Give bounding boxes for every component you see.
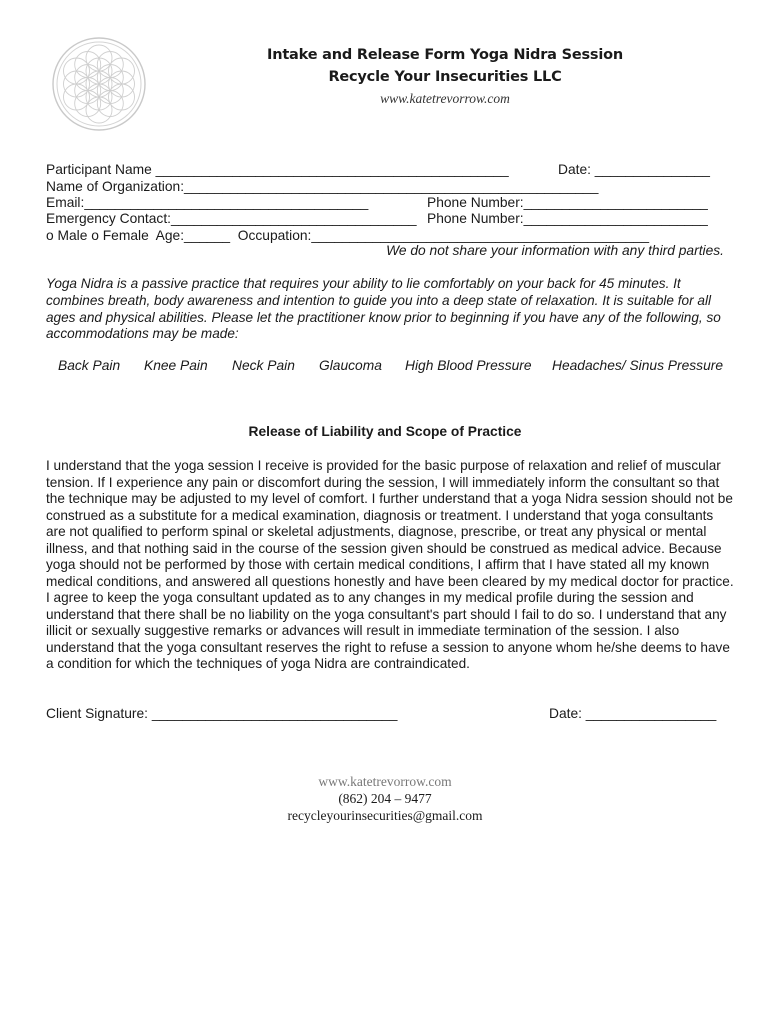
organization-field[interactable]: Name of Organization:______________________________________________________ [46, 179, 599, 194]
intro-paragraph: Yoga Nidra is a passive practice that requires your ability to lie comfortably on your back for 45 minutes. It combines breath, body awareness and intention to guide you into a deep state of relaxation. It is suitable for all ages and physical abilities. Please let the practitioner know prior to beginning if you have any of the following, so accommodations may be made: [46, 276, 721, 342]
footer-website: www.katetrevorrow.com [318, 774, 452, 789]
signature-date-field[interactable]: Date: _________________ [549, 706, 717, 721]
flower-of-life-logo [51, 36, 147, 132]
phone-number-field[interactable]: Phone Number:________________________ [427, 195, 708, 210]
form-title: Intake and Release Form Yoga Nidra Session [267, 47, 623, 63]
participant-name-field[interactable]: Participant Name ______________________________________________ [46, 162, 509, 177]
client-signature-field[interactable]: Client Signature: ________________________________ [46, 706, 398, 721]
gender-age-occupation-field[interactable]: o Male o Female Age:______ Occupation:____________________________________________ [46, 228, 649, 243]
footer-phone: (862) 204 – 9477 [338, 791, 432, 806]
emergency-contact-field[interactable]: Emergency Contact:________________________________ [46, 211, 417, 226]
header-website: www.katetrevorrow.com [380, 91, 510, 106]
condition-item: Neck Pain [232, 358, 295, 373]
privacy-note: We do not share your information with any third parties. [386, 243, 724, 258]
emergency-phone-field[interactable]: Phone Number:________________________ [427, 211, 708, 226]
release-section-title: Release of Liability and Scope of Practice [248, 424, 522, 439]
footer-email: recycleyourinsecurities@gmail.com [287, 808, 483, 823]
condition-item: Back Pain [58, 358, 121, 373]
company-name: Recycle Your Insecurities LLC [328, 69, 562, 85]
condition-item: Glaucoma [319, 358, 382, 373]
condition-item: High Blood Pressure [405, 358, 532, 373]
email-field[interactable]: Email:_____________________________________ [46, 195, 369, 210]
release-body: I understand that the yoga session I receive is provided for the basic purpose of relaxation and relief of muscular tension. If I experience any pain or discomfort during the session, I will immediately inform the consultant so that the technique may be adjusted to my level of comfort. I further understand that a yoga Nidra session should not be construed as a substitute for a medical examination, diagnosis or treatment. I understand that yoga consultants are not qualified to perform spinal or skeletal adjustments, diagnose, prescribe, or treat any physical or mental illness, and that nothing said in the course of the session given should be construed as medical advice. Because yoga should not be performed by those with certain medical conditions, I affirm that I have stated all my known medical conditions, and answered all questions honestly and have been cleared by my medical doctor for practice. I agree to keep the yoga consultant updated as to any changes in my medical profile during the session and understand that there shall be no liability on the yoga consultant's part should I fail to do so. I understand that any illicit or sexually suggestive remarks or advances will result in immediate termination of the session. I also understand that the yoga consultant reserves the right to refuse a session to anyone whom he/she deems to have a condition for which the techniques of yoga Nidra are contraindicated. [46, 458, 734, 671]
date-field[interactable]: Date: _______________ [558, 162, 710, 177]
condition-item: Knee Pain [144, 358, 208, 373]
condition-item: Headaches/ Sinus Pressure [552, 358, 724, 373]
